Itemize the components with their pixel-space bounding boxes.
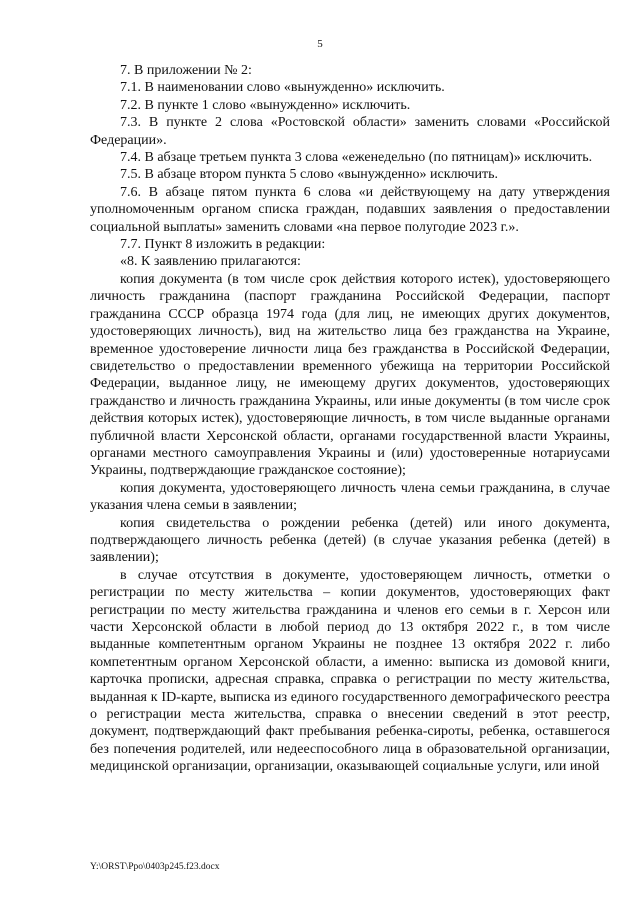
file-path-footer: Y:\ORST\Ppo\0403p245.f23.docx (90, 862, 220, 872)
paragraph-identity-document: копия документа (в том числе срок действия которого истек), удостоверяющего личность гражданина (паспорт гражданина Российской Федерации, паспорт гражданина СССР образца 1974 года (для лиц, не имеющих других документов, удостоверяющих личность), вид на жительство лица без гражданства на Украине, временное удостоверение личности лица без гражданства в Российской Федерации, свидетельство о предоставлении временного убежища на территории Российской Федерации, выданное лицу, не имеющему других документов, удостоверяющих гражданство и личность гражданина Украины, или иные документы (в том числе срок действия которых истек), удостоверяющие личность, в том числе выданные органами публичной власти Херсонской области, органами государственной власти Украины, органами местного самоуправления Украины и (или) удостоверенные нотариусами Украины, подтверждающие гражданское состояние); (90, 271, 610, 479)
paragraph-registration: в случае отсутствия в документе, удостоверяющем личность, отметки о регистрации по месту жительства – копии документов, удостоверяющих факт регистрации по месту жительства гражданина и членов его семьи в г. Херсон или части Херсонской области в любой период до 13 октября 2022 г., в том числе выданные компетентным органом Украины не позднее 13 октября 2022 г. либо компетентным органом Херсонской области, а именно: выписка из домовой книги, карточка прописки, адресная справка, справка о регистрации по месту жительства, выданная к ID-карте, выписка из единого государственного демографического реестра о регистрации места жительства, справка о внесении сведений в этот реестр, документ, подтверждающий факт пребывания ребенка-сироты, ребенка, оставшегося без попечения родителей, или недееспособного лица в образовательной организации, медицинской организации, организации, оказывающей социальные услуги, или иной (90, 567, 610, 775)
paragraph-7-6: 7.6. В абзаце пятом пункта 6 слова «и действующему на дату утверждения уполномоченным органом списка граждан, подавших заявления о предоставлении социальной выплаты» заменить словами «на первое полугодие 2023 г.». (90, 184, 610, 235)
page-number: 5 (317, 38, 323, 50)
paragraph-7-5: 7.5. В абзаце втором пункта 5 слово «вынужденно» исключить. (120, 167, 499, 183)
paragraph-7-1: 7.1. В наименовании слово «вынужденно» исключить. (120, 80, 445, 96)
paragraph-birth-certificate: копия свидетельства о рождении ребенка (детей) или иного документа, подтверждающего личность ребенка (детей) (в случае указания ребенка (детей) в заявлении); (90, 515, 610, 566)
paragraph-8-intro: «8. К заявлению прилагаются: (120, 254, 301, 270)
document-body (90, 62, 610, 776)
paragraph-7-2: 7.2. В пункте 1 слово «вынужденно» исключить. (120, 97, 411, 113)
paragraph-7-3: 7.3. В пункте 2 слова «Ростовской области» заменить словами «Российской Федерации». (90, 115, 610, 148)
paragraph-7: 7. В приложении № 2: (120, 63, 252, 78)
paragraph-7-7: 7.7. Пункт 8 изложить в редакции: (120, 237, 326, 253)
paragraph-7-4: 7.4. В абзаце третьем пункта 3 слова «еженедельно (по пятницам)» исключить. (120, 150, 593, 166)
paragraph-family-member-document: копия документа, удостоверяющего личность члена семьи гражданина, в случае указания члена семьи в заявлении; (90, 480, 610, 514)
